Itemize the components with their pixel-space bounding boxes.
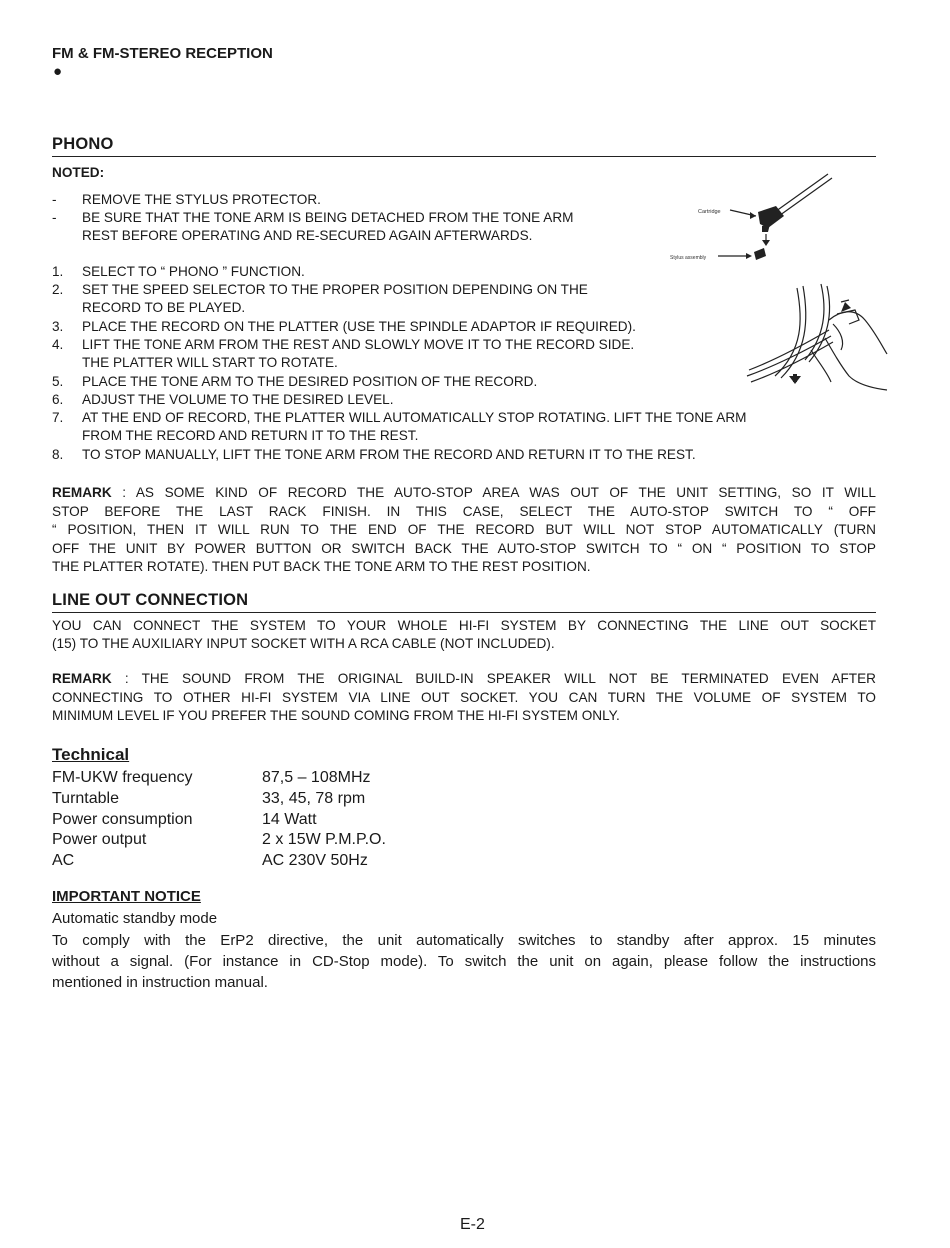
step-number: 4. (52, 337, 64, 352)
noted-line: REST BEFORE OPERATING AND RE-SECURED AGAIN AFTERWARDS. (82, 228, 533, 243)
step-number: 2. (52, 282, 64, 297)
tech-label: FM-UKW frequency (52, 769, 193, 786)
notice-line: mentioned in instruction manual. (52, 974, 268, 991)
remark-text: : THE SOUND FROM THE ORIGINAL BUILD-IN SPEAKER WILL NOT BE TERMINATED EVEN AFTER (111, 671, 876, 686)
phono-rule (52, 156, 876, 157)
notice-subtitle: Automatic standby mode (52, 910, 218, 927)
stylus-label: Stylus assembly (670, 255, 707, 261)
step-number: 1. (52, 264, 64, 279)
remark-label: REMARK (52, 485, 112, 500)
step-number: 8. (52, 447, 64, 462)
line-out-remark-line: CONNECTING TO OTHER HI-FI SYSTEM VIA LINE OUT SOCKET. YOU CAN TURN THE VOLUME OF SYSTEM TO (52, 690, 876, 705)
tech-value: AC 230V 50Hz (262, 852, 368, 869)
noted-line: BE SURE THAT THE TONE ARM IS BEING DETACHED FROM THE TONE ARM (82, 210, 574, 225)
line-out-remark-line (52, 670, 876, 689)
tech-value: 14 Watt (262, 811, 317, 828)
step-line: THE PLATTER WILL START TO ROTATE. (82, 355, 338, 370)
step-line: PLACE THE TONE ARM TO THE DESIRED POSITION OF THE RECORD. (82, 374, 538, 389)
tech-value: 33, 45, 78 rpm (262, 790, 366, 807)
remark-line (52, 484, 876, 503)
cartridge-label: Cartridge (698, 209, 721, 215)
tech-value: 2 x 15W P.M.P.O. (262, 831, 386, 848)
tech-label: Power output (52, 831, 147, 848)
technical-heading: Technical (52, 745, 130, 764)
step-number: 6. (52, 392, 64, 407)
tone-arm-hand-illustration (745, 280, 890, 395)
remark-line: THE PLATTER ROTATE). THEN PUT BACK THE TONE ARM TO THE REST POSITION. (52, 559, 591, 574)
step-number: 7. (52, 410, 64, 425)
tech-label: Power consumption (52, 811, 193, 828)
noted-marker: - (52, 210, 57, 225)
step-line: SELECT TO “ PHONO ” FUNCTION. (82, 264, 305, 279)
line-out-heading: LINE OUT CONNECTION (52, 591, 249, 609)
notice-heading: IMPORTANT NOTICE (52, 888, 201, 905)
page-number: E-2 (460, 1216, 485, 1233)
line-out-remark-line: MINIMUM LEVEL IF YOU PREFER THE SOUND COMING FROM THE HI-FI SYSTEM ONLY. (52, 708, 620, 723)
noted-line: REMOVE THE STYLUS PROTECTOR. (82, 192, 321, 207)
remark-label: REMARK (52, 671, 112, 686)
fm-stereo-heading: FM & FM-STEREO RECEPTION (52, 45, 273, 62)
notice-line: To comply with the ErP2 directive, the unit automatically switches to standby after approx. 15 minutes (52, 932, 876, 949)
step-line: ADJUST THE VOLUME TO THE DESIRED LEVEL. (82, 392, 394, 407)
noted-marker: - (52, 192, 57, 207)
phono-heading: PHONO (52, 135, 114, 153)
line-out-line: YOU CAN CONNECT THE SYSTEM TO YOUR WHOLE HI-FI SYSTEM BY CONNECTING THE LINE OUT SOCKET (52, 618, 876, 633)
step-line: SET THE SPEED SELECTOR TO THE PROPER POSITION DEPENDING ON THE (82, 282, 588, 297)
notice-line: without a signal. (For instance in CD-Stop mode). To switch the unit on again, please follow the instructions (52, 953, 876, 970)
step-number: 5. (52, 374, 64, 389)
step-number: 3. (52, 319, 64, 334)
step-line: RECORD TO BE PLAYED. (82, 300, 246, 315)
fm-bullet: ● (53, 63, 63, 80)
step-line: FROM THE RECORD AND RETURN IT TO THE REST. (82, 428, 419, 443)
line-out-line: (15) TO THE AUXILIARY INPUT SOCKET WITH A RCA CABLE (NOT INCLUDED). (52, 636, 555, 651)
noted-label: NOTED: (52, 165, 105, 180)
tech-label: Turntable (52, 790, 119, 807)
step-line: AT THE END OF RECORD, THE PLATTER WILL AUTOMATICALLY STOP ROTATING. LIFT THE TONE ARM (82, 410, 747, 425)
remark-line: STOP BEFORE THE LAST RACK FINISH. IN THIS CASE, SELECT THE AUTO-STOP SWITCH TO “ OFF (52, 504, 876, 519)
tech-value: 87,5 – 108MHz (262, 769, 371, 786)
step-line: PLACE THE RECORD ON THE PLATTER (USE THE SPINDLE ADAPTOR IF REQUIRED). (82, 319, 636, 334)
remark-line: “ POSITION, THEN IT WILL RUN TO THE END OF THE RECORD BUT WILL NOT STOP AUTOMATICALLY (TURN (52, 522, 876, 537)
line-out-rule (52, 612, 876, 613)
cartridge-illustration (660, 170, 840, 270)
step-line: LIFT THE TONE ARM FROM THE REST AND SLOWLY MOVE IT TO THE RECORD SIDE. (82, 337, 635, 352)
tech-label: AC (52, 852, 75, 869)
remark-line: OFF THE UNIT BY POWER BUTTON OR SWITCH BACK THE AUTO-STOP SWITCH TO “ ON “ POSITION TO STOP (52, 541, 876, 556)
step-line: TO STOP MANUALLY, LIFT THE TONE ARM FROM THE RECORD AND RETURN IT TO THE REST. (82, 447, 696, 462)
remark-text: : AS SOME KIND OF RECORD THE AUTO-STOP AREA WAS OUT OF THE UNIT SETTING, SO IT WILL (111, 485, 876, 500)
